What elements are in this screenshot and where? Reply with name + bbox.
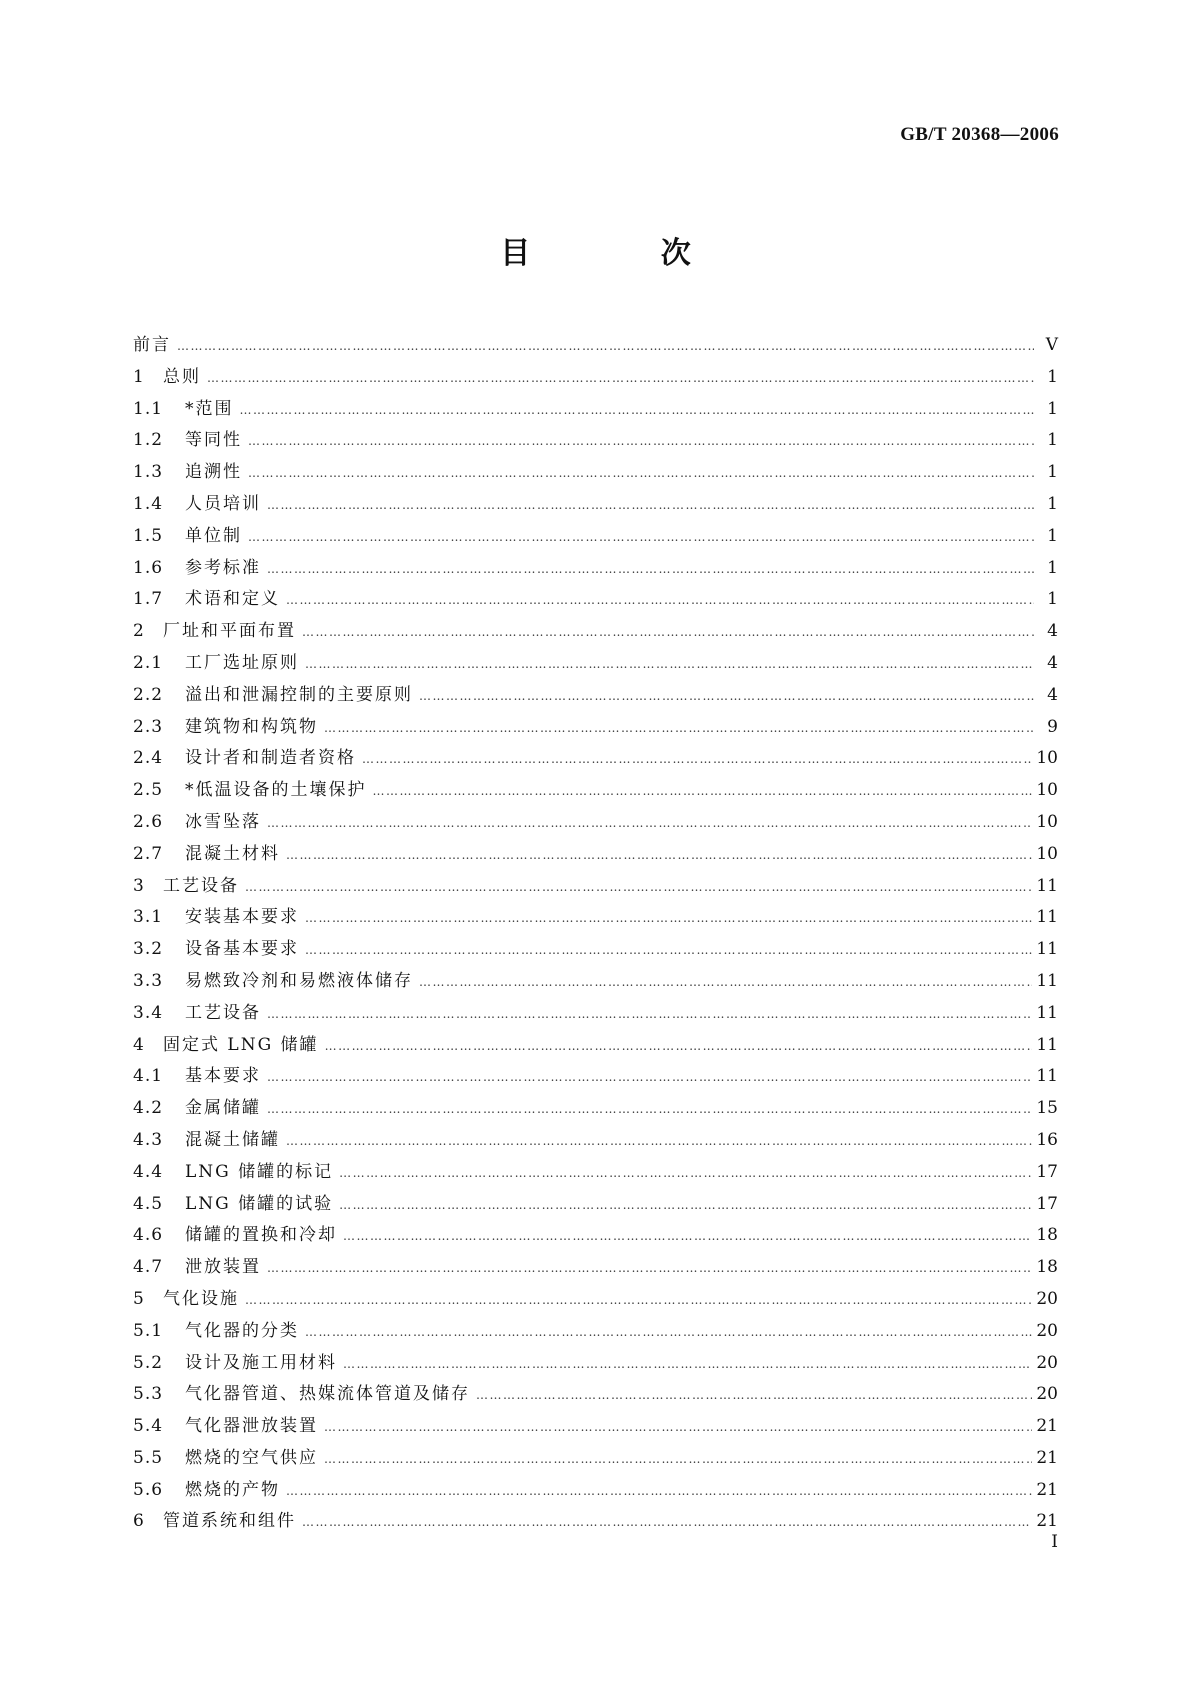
toc-leader-dots: [324, 1420, 1032, 1434]
toc-entry[interactable]: [133, 648, 1058, 680]
toc-entry[interactable]: [133, 871, 1058, 903]
toc-entry[interactable]: [133, 966, 1058, 998]
toc-leader-dots: [267, 1070, 1032, 1084]
toc-entry[interactable]: [133, 1252, 1058, 1284]
toc-entry[interactable]: [133, 1475, 1058, 1507]
toc-leader-dots: [305, 943, 1032, 957]
toc-entry-page: 16: [1036, 1129, 1058, 1150]
toc-leader-dots: [343, 1357, 1032, 1371]
toc-entry[interactable]: [133, 1157, 1058, 1189]
toc-entry[interactable]: [133, 1093, 1058, 1125]
toc-leader-dots: [339, 1166, 1032, 1180]
page-number: I: [1051, 1532, 1058, 1552]
toc-entry-page: 1: [1047, 589, 1058, 610]
toc-entry-label: 泄放装置: [185, 1257, 261, 1278]
toc-leader-dots: [267, 1261, 1032, 1275]
toc-entry[interactable]: [133, 934, 1058, 966]
toc-entry-page: 1: [1047, 430, 1058, 451]
toc-entry-page: 1: [1047, 557, 1058, 578]
toc-entry-number: 1.6: [133, 557, 164, 578]
page-title: 目 次: [500, 236, 751, 271]
toc-entry-page: 11: [1036, 970, 1058, 991]
toc-leader-dots: [305, 1325, 1032, 1339]
toc-leader-dots: [245, 880, 1032, 894]
toc-entry[interactable]: [133, 1220, 1058, 1252]
toc-leader-dots: [248, 530, 1034, 544]
toc-leader-dots: [419, 975, 1032, 989]
toc-leader-dots: [419, 689, 1034, 703]
toc-entry[interactable]: [133, 1189, 1058, 1221]
toc-entry-page: 11: [1036, 1034, 1058, 1055]
toc-entry-label: 固定式 LNG 储罐: [163, 1034, 319, 1055]
toc-entry-page: 15: [1036, 1098, 1058, 1119]
toc-entry-page: 17: [1036, 1161, 1058, 1182]
toc-entry-label: 基本要求: [185, 1066, 261, 1087]
toc-entry-number: 5.4: [133, 1416, 164, 1437]
toc-entry-label: 等同性: [185, 430, 242, 451]
toc-entry-page: 4: [1047, 652, 1058, 673]
toc-entry-number: 4.4: [133, 1161, 164, 1182]
toc-entry-label: 安装基本要求: [185, 907, 299, 928]
toc-entry-number: 3.2: [133, 939, 164, 960]
toc-entry-label: 术语和定义: [185, 589, 280, 610]
toc-entry-number: 4.5: [133, 1193, 164, 1214]
toc-entry[interactable]: [133, 362, 1058, 394]
toc-leader-dots: [305, 657, 1034, 671]
toc-entry-number: 3: [133, 875, 145, 896]
toc-entry-label: 混凝土储罐: [185, 1129, 280, 1150]
toc-leader-dots: [343, 1229, 1032, 1243]
toc-entry-number: 4.2: [133, 1098, 164, 1119]
toc-entry-number: 5.3: [133, 1384, 164, 1405]
toc-entry-label: 厂址和平面布置: [163, 621, 296, 642]
toc-entry[interactable]: [133, 1316, 1058, 1348]
toc-entry-number: 1.3: [133, 462, 164, 483]
toc-entry[interactable]: [133, 902, 1058, 934]
toc-leader-dots: [286, 593, 1034, 607]
toc-entry-number: 1.5: [133, 525, 164, 546]
toc-entry-label: 溢出和泄漏控制的主要原则: [185, 684, 413, 705]
toc-entry-label: 易燃致冷剂和易燃液体储存: [185, 970, 413, 991]
toc-entry[interactable]: [133, 457, 1058, 489]
toc-entry-number: 4: [133, 1034, 145, 1055]
table-of-contents: [133, 330, 1058, 1538]
toc-entry-label: 单位制: [185, 525, 242, 546]
toc-entry-label: 冰雪坠落: [185, 811, 261, 832]
toc-leader-dots: [286, 1134, 1032, 1148]
toc-entry-number: 1.4: [133, 493, 164, 514]
toc-leader-dots: [324, 1452, 1032, 1466]
toc-entry[interactable]: [133, 425, 1058, 457]
toc-entry-number: 5: [133, 1288, 145, 1309]
toc-entry-label: 气化器泄放装置: [185, 1416, 318, 1437]
toc-entry-page: 18: [1036, 1257, 1058, 1278]
toc-leader-dots: [248, 466, 1034, 480]
toc-entry[interactable]: [133, 1506, 1058, 1538]
toc-entry-label: *低温设备的土壤保护: [185, 780, 367, 801]
toc-entry-page: 11: [1036, 875, 1058, 896]
toc-entry-number: 5.5: [133, 1447, 164, 1468]
toc-entry-label: 前言: [133, 335, 171, 355]
toc-entry-label: 追溯性: [185, 462, 242, 483]
toc-entry-number: 4.1: [133, 1066, 164, 1087]
toc-entry-page: 11: [1036, 907, 1058, 928]
toc-leader-dots: [325, 1039, 1033, 1053]
toc-entry-number: 3.1: [133, 907, 164, 928]
toc-leader-dots: [286, 848, 1032, 862]
toc-entry[interactable]: [133, 584, 1058, 616]
toc-entry-number: 4.7: [133, 1257, 164, 1278]
toc-entry-page: 4: [1047, 684, 1058, 705]
standard-number: GB/T 20368—2006: [900, 124, 1059, 145]
toc-entry-label: 工艺设备: [185, 1002, 261, 1023]
toc-entry[interactable]: [133, 521, 1058, 553]
toc-entry-page: 1: [1047, 462, 1058, 483]
toc-entry-number: 2.4: [133, 748, 164, 769]
toc-entry[interactable]: [133, 1379, 1058, 1411]
toc-entry[interactable]: [133, 1061, 1058, 1093]
toc-entry-label: 气化器的分类: [185, 1320, 299, 1341]
toc-entry-number: 5.2: [133, 1352, 164, 1373]
toc-leader-dots: [267, 562, 1034, 576]
toc-leader-dots: [339, 1198, 1032, 1212]
toc-entry-label: LNG 储罐的标记: [185, 1161, 334, 1182]
toc-entry-page: 9: [1047, 716, 1058, 737]
toc-entry[interactable]: [133, 998, 1058, 1030]
toc-leader-dots: [286, 1484, 1032, 1498]
toc-entry[interactable]: [133, 553, 1058, 585]
toc-entry-label: 工艺设备: [163, 875, 239, 896]
toc-entry-number: 2.2: [133, 684, 164, 705]
toc-entry-number: 1.1: [133, 398, 164, 419]
toc-entry-page: V: [1045, 335, 1058, 355]
toc-entry-label: 参考标准: [185, 557, 261, 578]
toc-entry-label: 建筑物和构筑物: [185, 716, 318, 737]
toc-entry-label: 人员培训: [185, 493, 261, 514]
toc-leader-dots: [245, 1293, 1032, 1307]
toc-entry-page: 10: [1036, 748, 1058, 769]
toc-entry-page: 11: [1036, 939, 1058, 960]
toc-entry-page: 21: [1036, 1511, 1058, 1532]
toc-entry[interactable]: [133, 1348, 1058, 1380]
toc-entry-number: 1.2: [133, 430, 164, 451]
toc-leader-dots: [373, 784, 1033, 798]
toc-entry-page: 1: [1047, 398, 1058, 419]
toc-entry-page: 4: [1047, 621, 1058, 642]
toc-entry-label: 气化设施: [163, 1288, 239, 1309]
toc-entry-number: 4.3: [133, 1129, 164, 1150]
toc-entry-page: 21: [1036, 1447, 1058, 1468]
toc-leader-dots: [267, 1007, 1032, 1021]
toc-entry-number: 6: [133, 1511, 145, 1532]
toc-leader-dots: [177, 339, 1034, 353]
toc-leader-dots: [302, 1515, 1032, 1529]
toc-entry[interactable]: [133, 807, 1058, 839]
toc-leader-dots: [324, 721, 1034, 735]
toc-entry-page: 1: [1047, 525, 1058, 546]
toc-entry[interactable]: [133, 839, 1058, 871]
toc-entry-label: 设计者和制造者资格: [185, 748, 356, 769]
toc-entry[interactable]: [133, 1030, 1058, 1062]
toc-entry-page: 21: [1036, 1416, 1058, 1437]
toc-entry-page: 21: [1036, 1479, 1058, 1500]
toc-entry-number: 4.6: [133, 1225, 164, 1246]
toc-entry-label: LNG 储罐的试验: [185, 1193, 334, 1214]
toc-entry[interactable]: [133, 489, 1058, 521]
toc-leader-dots: [305, 911, 1032, 925]
toc-entry-label: 气化器管道、热媒流体管道及储存: [185, 1384, 470, 1405]
toc-entry-number: 1: [133, 366, 145, 387]
toc-leader-dots: [207, 371, 1034, 385]
toc-entry[interactable]: [133, 775, 1058, 807]
toc-entry-page: 10: [1036, 811, 1058, 832]
toc-entry[interactable]: [133, 1411, 1058, 1443]
toc-entry-number: 3.4: [133, 1002, 164, 1023]
toc-entry-number: 5.1: [133, 1320, 164, 1341]
toc-entry[interactable]: [133, 1125, 1058, 1157]
toc-entry-label: 燃烧的产物: [185, 1479, 280, 1500]
toc-entry-label: 设备基本要求: [185, 939, 299, 960]
toc-entry[interactable]: [133, 1284, 1058, 1316]
toc-entry[interactable]: [133, 330, 1058, 362]
toc-entry-number: 1.7: [133, 589, 164, 610]
toc-entry-page: 20: [1036, 1384, 1058, 1405]
toc-entry-label: 混凝土材料: [185, 843, 280, 864]
toc-leader-dots: [302, 625, 1034, 639]
toc-entry-page: 18: [1036, 1225, 1058, 1246]
toc-entry[interactable]: [133, 743, 1058, 775]
toc-entry-page: 17: [1036, 1193, 1058, 1214]
toc-entry-page: 10: [1036, 843, 1058, 864]
toc-entry-page: 20: [1036, 1288, 1058, 1309]
toc-leader-dots: [267, 498, 1034, 512]
toc-entry-number: 5.6: [133, 1479, 164, 1500]
toc-entry-number: 2.1: [133, 652, 164, 673]
toc-leader-dots: [362, 752, 1032, 766]
toc-entry[interactable]: [133, 616, 1058, 648]
toc-entry-label: 储罐的置换和冷却: [185, 1225, 337, 1246]
toc-entry-number: 2.5: [133, 780, 164, 801]
toc-entry-number: 2.6: [133, 811, 164, 832]
toc-entry-page: 20: [1036, 1352, 1058, 1373]
toc-entry-number: 2.3: [133, 716, 164, 737]
toc-entry-label: 工厂选址原则: [185, 652, 299, 673]
toc-entry-page: 10: [1036, 780, 1058, 801]
toc-entry-number: 3.3: [133, 970, 164, 991]
toc-leader-dots: [240, 403, 1035, 417]
toc-entry-label: 金属储罐: [185, 1098, 261, 1119]
toc-entry-label: 总则: [163, 366, 201, 387]
toc-leader-dots: [248, 434, 1034, 448]
toc-entry-label: 设计及施工用材料: [185, 1352, 337, 1373]
toc-leader-dots: [476, 1388, 1032, 1402]
toc-entry-number: 2.7: [133, 843, 164, 864]
toc-entry-label: 燃烧的空气供应: [185, 1447, 318, 1468]
toc-leader-dots: [267, 816, 1032, 830]
toc-entry-page: 11: [1036, 1066, 1058, 1087]
toc-entry[interactable]: [133, 680, 1058, 712]
toc-entry-page: 20: [1036, 1320, 1058, 1341]
toc-entry-page: 11: [1036, 1002, 1058, 1023]
toc-entry-label: 管道系统和组件: [163, 1511, 296, 1532]
toc-entry-label: *范围: [185, 398, 234, 419]
toc-entry-page: 1: [1047, 366, 1058, 387]
toc-entry-page: 1: [1047, 493, 1058, 514]
toc-entry-number: 2: [133, 621, 145, 642]
toc-entry[interactable]: [133, 712, 1058, 744]
toc-leader-dots: [267, 1102, 1032, 1116]
toc-entry[interactable]: [133, 394, 1058, 426]
toc-entry[interactable]: [133, 1443, 1058, 1475]
